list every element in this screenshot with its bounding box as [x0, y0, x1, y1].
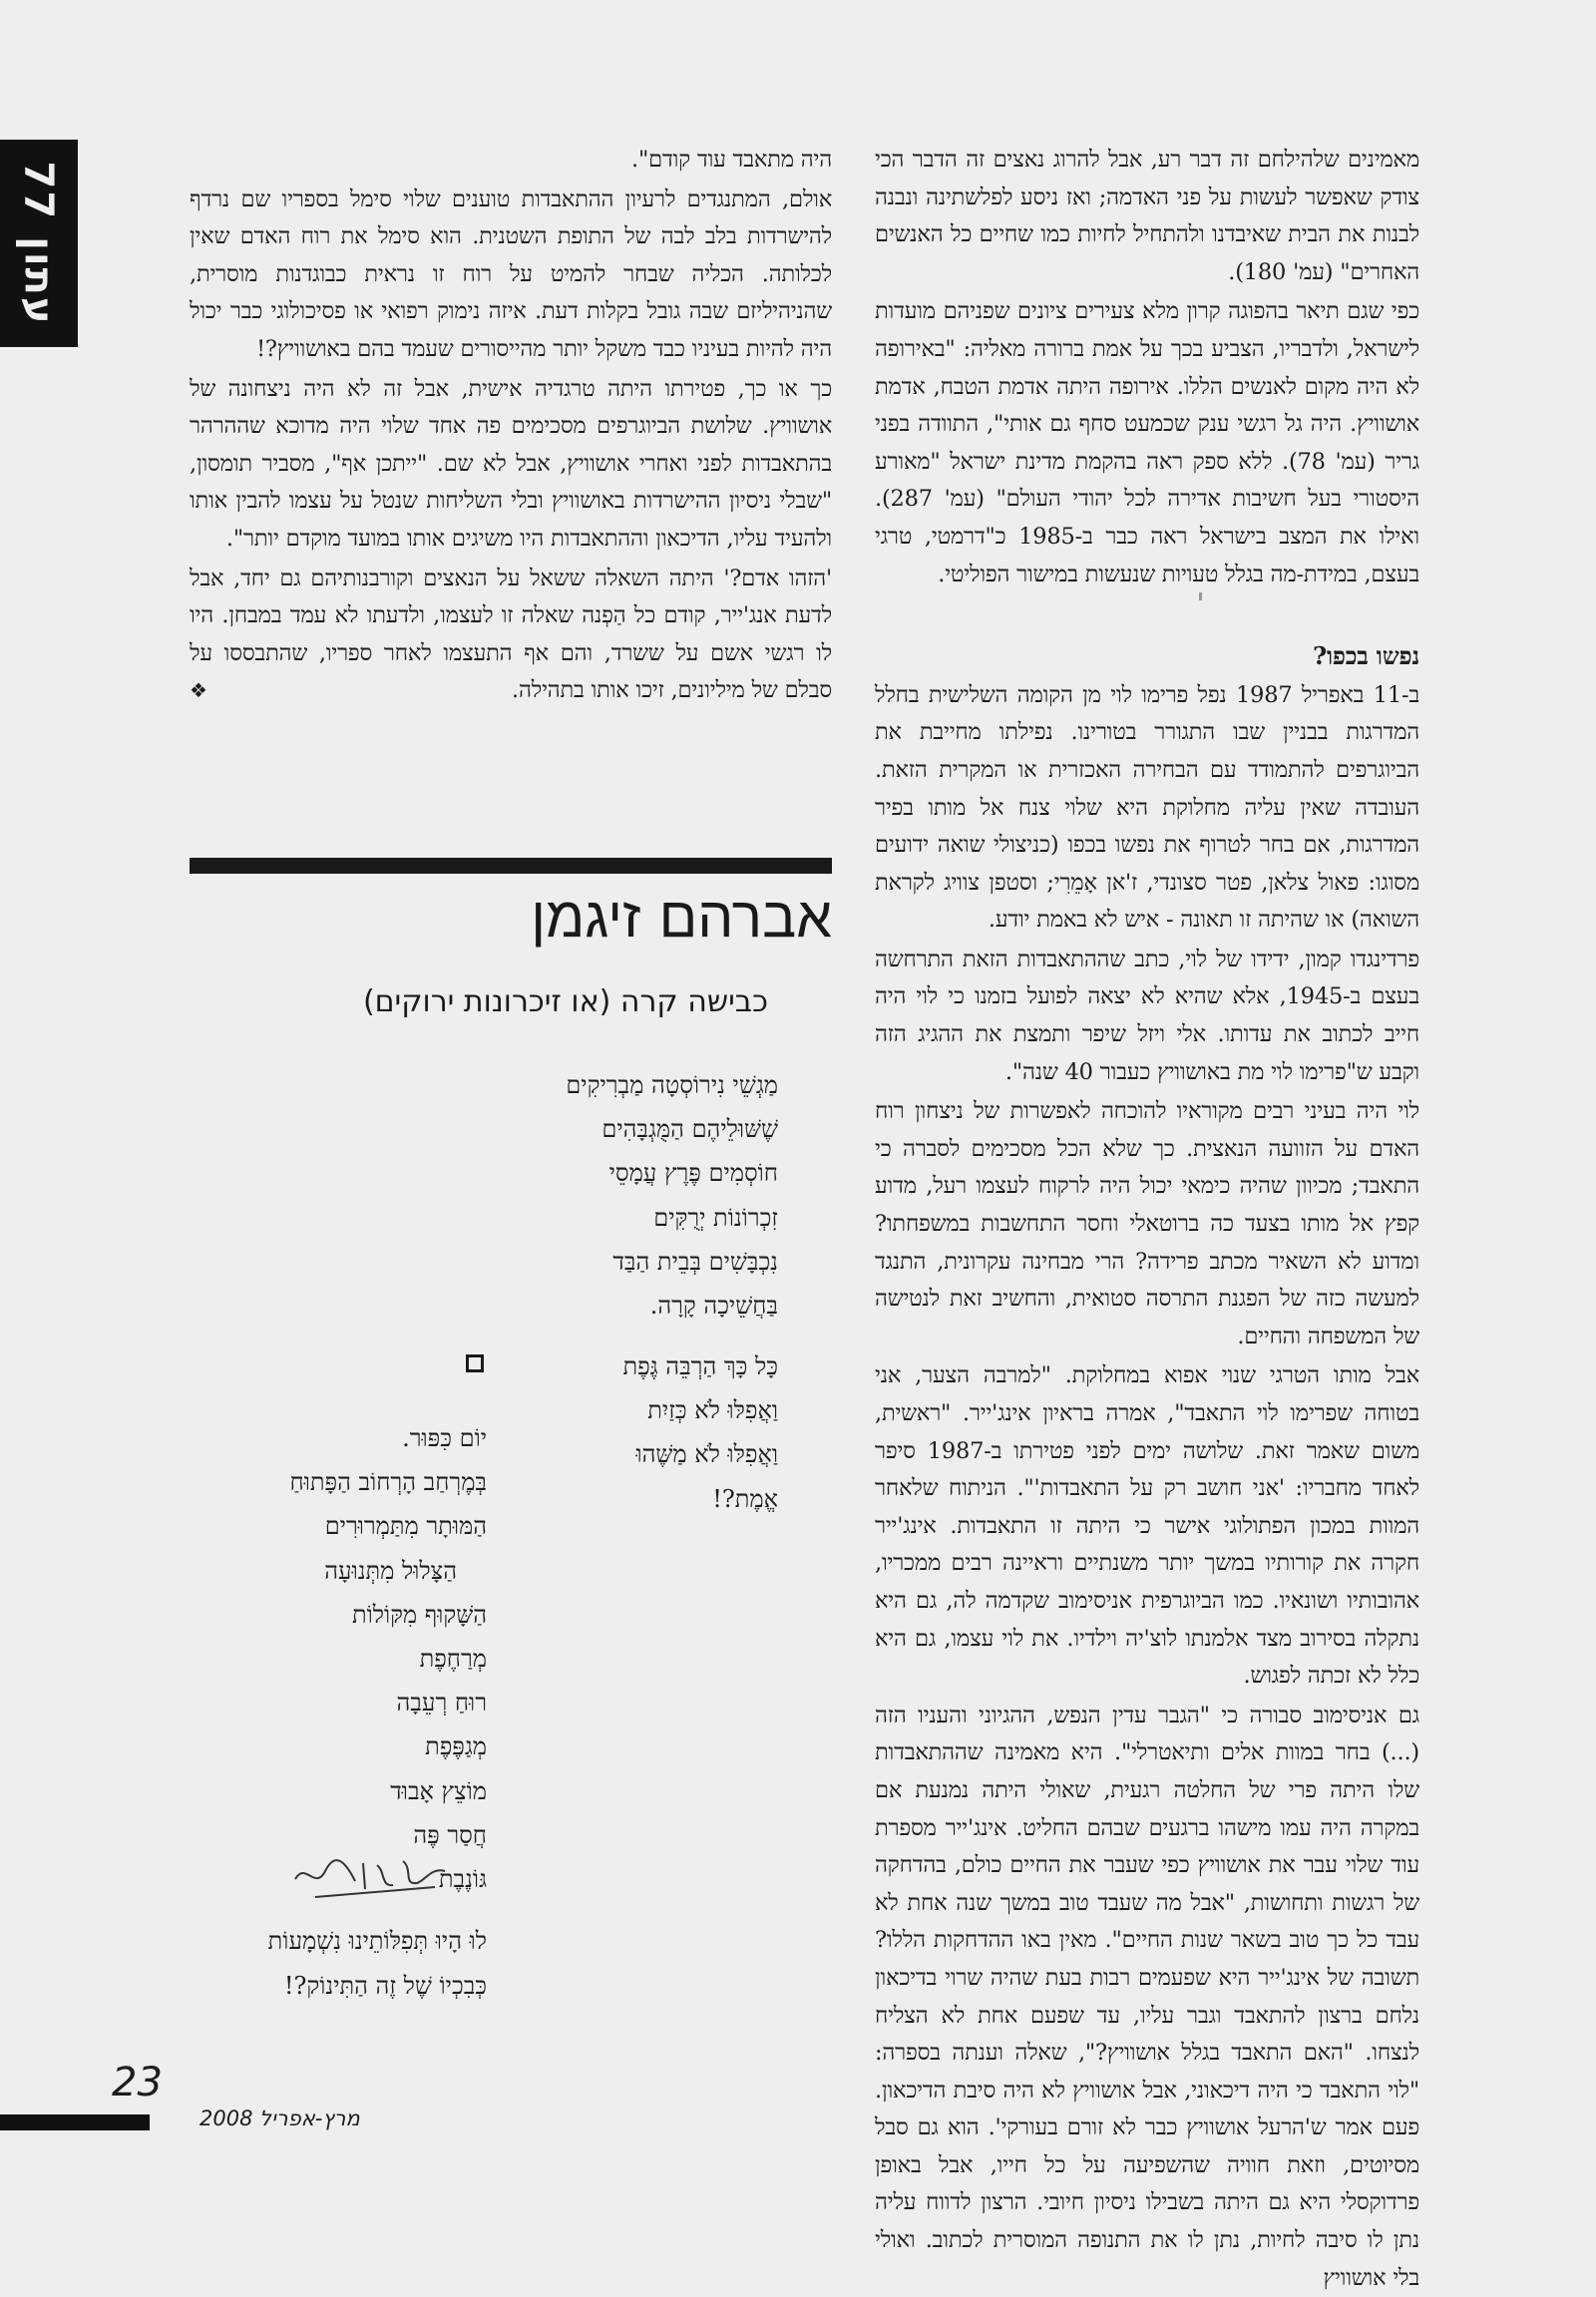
- article-right-column: [875, 142, 1419, 2297]
- paragraph: גם אניסימוב סבורה כי "הגבר עדין הנפש, ההגיוני והעניו הזה (...) בחר במוות אלים ותיאטרלי". היא מאמינה שההתאבדות שלו היתה פרי של החלטה רגעית, שאולי היתה נמנעת אם במקרה היה עמו מישהו ברגעים שבהם החליט. אינג'ייר מספרת עוד שלוי עבר את אושוויץ כפי שעבר את החיים כולם, בהדחקה של רגשות ותחושות, "אבל מה שעבד טוב במשך שנה אחת לא עבד כל כך טוב בשאר שנות החיים". מאין באו ההדחקות הללו? תשובה של אינג'ייר היא שפעמים רבות בעת שהיה שרוי בדיכאון נלחם ברצון להתאבד וגבר עליו, עד שפעם אחת לא הצליח לנצחו. "האם התאבד בגלל אושוויץ?", שאלה וענתה בספרה: "לוי התאבד כי היה דיכאוני, אבל אושוויץ לא היה סיבת הדיכאון. פעם אמר ש'הרעל אושוויץ כבר לא זורם בעורקי'. הוא גם סבל מסיוטים, וזאת חוויה שהשפיעה על כל חייו, אבל באופן פרדוקסלי היא גם היתה בשבילו ניסיון חיובי. הרצון לדווח עליה נתן לו סיבה לחיות, נתן לו את התנופה המוסרית לכתוב. ואולי בלי אושוויץ: [875, 1702, 1419, 2291]
- poem-line: כְּבִכְיוֹ שֶׁל זֶה הַתִּינוֹק?!: [283, 1972, 487, 2000]
- poem-line: חֲסַר פֶּה: [413, 1820, 487, 1849]
- section-subheading: נפשו בכפו?: [1313, 641, 1419, 671]
- poem-line: לוּ הָיוּ תְּפִלּוֹתֵינוּ נִשְׁמָעוֹת: [267, 1927, 487, 1955]
- paragraph: אבל מותו הטרגי שנוי אפוא במחלוקת. "למרבה הצער, אני בטוחה שפרימו לוי התאבד", אמרה בראיון אינג'ייר. "ראשית, משום שאמר זאת. שלושה ימים לפני פטירתו ב-1987 סיפר לאחד מחבריו: 'אני חושב רק על התאבדות'". הניתוח שלאחר המוות במכון הפתולוגי אישר כי היתה זו התאבדות. אינג'ייר חקרה את קורותיו במשך יותר משנתיים וראיינה רבים ממכריו, אהובותיו ושונאיו. כמו הביוגרפית אניסימוב שקדמה לה, גם היא נתקלה בסירוב מצד אלמנתו לוצ'יה וילדיו. את לוי עצמו, גם היא כלל לא זכתה לפגוש.: [875, 1362, 1419, 1690]
- paragraph: פרדינגדו קמון, ידידו של לוי, כתב שההתאבדות הזאת התרחשה בעצם ב-1945, אלא שהיא לא יצאה לפועל בזמנו כי לוי היה חייב לכתוב את עדותו. אלי ויזל שיפר ותמצת את ההגיג הזה וקבע ש"פרימו לוי מת באושוויץ כעבור 40 שנה".: [875, 946, 1419, 1085]
- poem-line: בְּמֶרְחַב הָרְחוֹב הַפָּתוּחַ: [289, 1468, 487, 1497]
- poem-stanza-1: [566, 1063, 778, 1328]
- paragraph: מאמינים שלהילחם זה דבר רע, אבל להרוג נאצים זה הדבר הכי צודק שאפשר לעשות על פני האדמה; ואז ניסע לפלשתינה ונבנה לבנות את הבית שאיבדנו ולהתחיל לחיות כמו שחיים כל האנשים האחרים" (עמ' 180).: [875, 147, 1419, 285]
- scan-speck: [1199, 592, 1202, 600]
- poem-line: הַשָּׁקוּף מִקּוֹלוֹת: [351, 1600, 487, 1629]
- poem-line: זִכְרוֹנוֹת יְרֻקִּים: [653, 1203, 778, 1232]
- paragraph: היה מתאבד עוד קודם".: [631, 147, 832, 173]
- poem-author: אברהם זיגמן: [531, 885, 832, 951]
- poem-title: כבישה קרה (או זיכרונות ירוקים): [362, 984, 768, 1019]
- poem-line: גּוֹנֶבֶת: [438, 1865, 487, 1894]
- section-rule: [190, 858, 832, 874]
- paragraph: לוי היה בעיני רבים מקוראיו להוכחה לאפשרות של ניצחון רוח האדם על הזוועה הנאצית. כך שלא הכל מסכימים לסברה כי התאבד; מכיוון שהיה כימאי יכול היה לרקוח לעצמו רעל, מדוע קפץ אל מותו בצעד כה ברוטאלי וחסר התחשבות במשפחתו? ומדוע לא השאיר מכתב פרידה? הרי מבחינה עקרונית, התנגד למעשה כזה של הפגנת התרסה סטואית, והחשיב זאת לנטישה של המשפחה והחיים.: [875, 1098, 1419, 1349]
- paragraph-text: 'הזהו אדם?' היתה השאלה ששאל על הנאצים וקורבנותיהם גם יחד, אבל לדעת אנג'ייר, קודם כל הַפְנה שאלה זו לעצמו, ולדעתו לא עמד במבחן. היו לו רגשי אשם על ששרד, והם אף התעצמו לאחר ספריו, שהתבססו על סבלם של מיליונים, זיכו אותו בתהילה.: [190, 565, 832, 704]
- poem-line: אֱמֶת?!: [712, 1484, 778, 1513]
- poem-line: בַּחֲשֵׁיכָה קָרָה.: [649, 1292, 778, 1321]
- poem-line: יוֹם כִּפּוּר.: [402, 1424, 487, 1452]
- paragraph: אולם, המתנגדים לרעיון ההתאבדות טוענים שלוי סימל בספריו שם נרדף להישרדות בלב לבה של התופת השטנית. הוא סימל את רוח האדם שאין לכלותה. הכליה שבחר להמיט על רוח זו נראית כבוגדנות מוסרית, שהניהיליזם שבה גובל בקלות דעת. איזה נימוק רפואי או פסיכולוגי כבר יכול היה להיות בעיניו כבד משקל יותר מהייסורים שעמד בהם באושוויץ?!: [190, 186, 832, 362]
- end-of-article-mark: ❖: [190, 678, 207, 703]
- poem-line: מְגַפֶּפֶת: [425, 1732, 487, 1761]
- article-left-column: [190, 142, 832, 710]
- poem-line: חוֹסְמִים פֶּרֶץ עֲמָסֵי: [608, 1159, 778, 1188]
- poem-line: הַצָּלוּל מִתְּנוּעָה: [324, 1556, 457, 1585]
- paragraph: כך או כך, פטירתו היתה טרגדיה אישית, אבל זה לא היה ניצחונה של אושוויץ. שלושת הביוגרפים מסכימים פה אחד שלוי היה מדוכא שההרהר בהתאבדות לפני ואחרי אושוויץ, אבל לא שם. "ייתכן אף", מסביר תומסון, "שבלי ניסיון ההישרדות באושוויץ ובלי השליחות שנטל על עצמו להבין אותו ולהעיד עליו, הדיכאון וההתאבדות היו משיגים אותו במועד מוקדם יותר".: [190, 375, 832, 552]
- footer-bar: [0, 2114, 150, 2130]
- paragraph: [190, 561, 832, 710]
- poem-line: כָּל כָּךְ הַרְבֵּה גֶּפֶת: [622, 1352, 778, 1380]
- page-number: 23: [112, 2060, 163, 2106]
- poem-stanza-4: [268, 1919, 487, 2009]
- issue-date: מרץ-אפריל 2008: [200, 2106, 360, 2130]
- poem-line: וַאֲפִלּוּ לֹא מַשֶּׁהוּ: [635, 1440, 778, 1469]
- handwritten-signature: [285, 1841, 465, 1901]
- poem-line: וַאֲפִלּוּ לֹא כְּזַיִת: [647, 1396, 778, 1425]
- magazine-logo-text: עתון 77: [16, 161, 62, 326]
- poem-line: נִכְבָּשִׁים בְּבֵית הַבַּד: [612, 1247, 778, 1276]
- magazine-logo: [0, 140, 78, 347]
- poem-line: שֶׁשּׁוּלֵיהֶם הַמֻּגְבָּהִים: [601, 1115, 778, 1144]
- poem-line: מוֹצֵץ אָבוּד: [390, 1776, 487, 1805]
- poem-line: הַמּוּתָר מִתַּמְרוּרִים: [324, 1512, 487, 1541]
- poem-line: רוּחַ רְעֵבָה: [396, 1689, 487, 1718]
- poem-stanza-2: [623, 1344, 778, 1521]
- poem-stanza-3: [290, 1416, 487, 1901]
- poem-line: מַגְשֵׁי נִירוֹסְטָה מַבְרִיקִים: [566, 1071, 778, 1099]
- poem-line: מְרַחֶפֶת: [419, 1645, 487, 1674]
- stanza-separator-box: [466, 1354, 484, 1372]
- paragraph: ב-11 באפריל 1987 נפל פרימו לוי מן הקומה השלישית בחלל המדרגות בבניין שבו התגורר בטורינו. נפילתו מחייבת את הביוגרפים להתמודד עם הבחירה האכזרית או המקרית הזאת. העובדה שאין עליה מחלוקת היא שלוי צנח אל מותו בפיר המדרגות, אם בחר לטרוף את נפשו בכפו (כניצולי שואה ידועים מסוגו: פאול צלאן, פטר סצונדי, ז'אן אָמֵרִי; וסטפן צוויג לקראת השואה) או שהיתה זו תאונה - איש לא באמת יודע.: [875, 681, 1419, 934]
- paragraph: כפי שגם תיאר בהפוגה קרון מלא צעירים ציונים שפניהם מועדות לישראל, ולדבריו, הצביע בכך על אמת ברורה מאליה: "באירופה לא היה מקום לאנשים הללו. אירופה היתה אדמת הטבח, אדמת אושוויץ. היה גל רגשי ענק שכמעט סחף גם אותי", התוודה בפני גריר (עמ' 78). ללא ספק ראה בהקמת מדינת ישראל "מאורע היסטורי בעל חשיבות אדירה לכל יהודי העולם" (עמ' 287). ואילו את המצב בישראל ראה כבר ב-1985 כ"דרמטי, טרגי בעצם, במידת-מה בגלל טעויות שנעשות במישור הפוליטי.: [875, 298, 1419, 587]
